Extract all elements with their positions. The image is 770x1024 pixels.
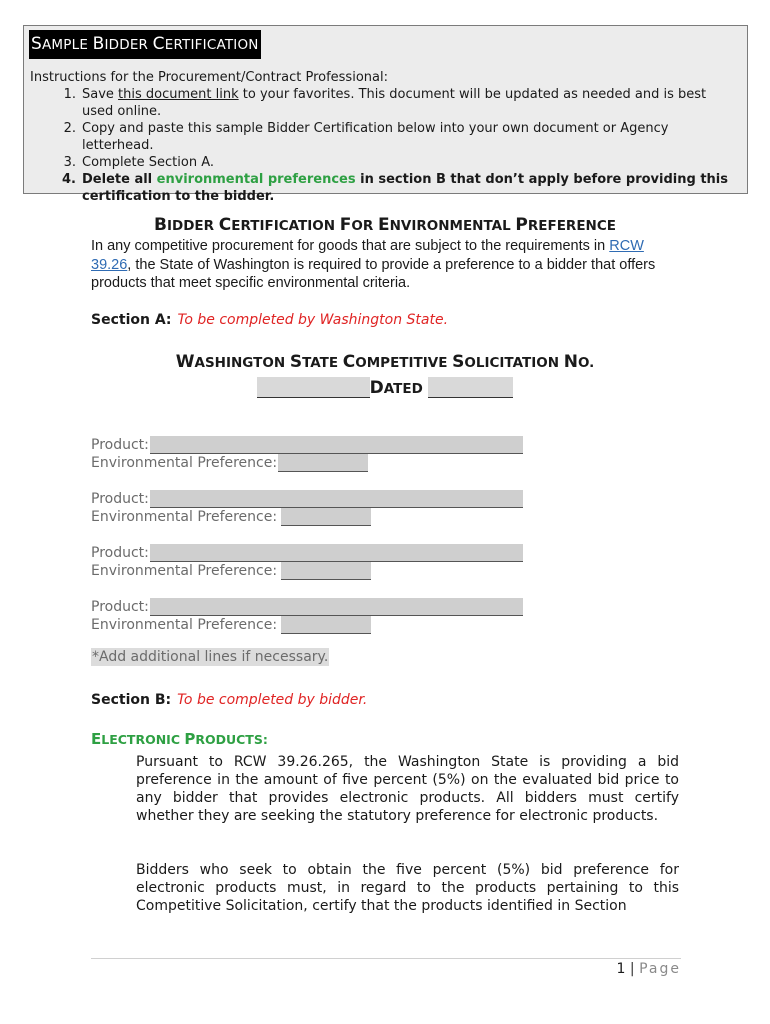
instructions-title: SAMPLE BIDDER CERTIFICATION xyxy=(29,30,261,59)
document-link[interactable]: this document link xyxy=(118,87,239,102)
electronic-paragraph-1: Pursuant to RCW 39.26.265, the Washington State is providing a bid preference in the amount of five percent (5%) on the evaluated bid price to any bidder that provides electronic products. All bidders must certify whether they are seeking the statutory preference for electronic products. xyxy=(136,754,679,824)
electronic-products-heading: ELECTRONIC PRODUCTS: xyxy=(91,730,268,748)
environmental-preference-field[interactable] xyxy=(281,508,371,526)
instructions-box xyxy=(23,25,748,204)
list-item: 1. Save this document link to your favorites. This document will be updated as needed and is best used online. xyxy=(63,87,707,119)
add-lines-note: *Add additional lines if necessary. xyxy=(92,649,329,665)
product-field[interactable] xyxy=(150,436,523,454)
product-field[interactable] xyxy=(150,544,523,562)
rcw-link[interactable]: RCW 39.26 xyxy=(91,238,644,273)
product-field[interactable] xyxy=(150,598,523,616)
solicitation-number-field[interactable] xyxy=(257,377,370,398)
electronic-paragraph-2: Bidders who seek to obtain the five percent (5%) bid preference for electronic products must, in regard to the products pertaining to this Competitive Solicitation, certify that the products identified in Section xyxy=(136,862,679,914)
solicitation-heading: WASHINGTON STATE COMPETITIVE SOLICITATION NO. xyxy=(175,352,595,372)
date-field[interactable] xyxy=(428,377,513,398)
footer-divider xyxy=(91,958,681,959)
environmental-preference-field[interactable] xyxy=(278,454,368,472)
certification-title: BIDDER CERTIFICATION FOR ENVIRONMENTAL PREFERENCE xyxy=(154,215,616,235)
instructions-list xyxy=(30,86,740,205)
product-entry: Product: Environmental Preference: xyxy=(91,490,551,526)
environmental-preference-field[interactable] xyxy=(281,562,371,580)
environmental-preference-field[interactable] xyxy=(281,616,371,634)
intro-paragraph: In any competitive procurement for goods that are subject to the requirements in RCW 39.26, the State of Washington is required to provide a preference to a bidder that offers products that meet specific environmental criteria. xyxy=(91,238,656,291)
product-entry: Product: Environmental Preference: xyxy=(91,598,551,634)
dated-line: DATED xyxy=(0,377,770,398)
list-item: 4. Delete all environmental preferences in section B that don’t apply before providing this certification to the bidder. xyxy=(62,172,728,204)
product-field[interactable] xyxy=(150,490,523,508)
product-entry: Product: Environmental Preference: xyxy=(91,544,551,580)
section-a-label: Section A: To be completed by Washington State. xyxy=(91,312,449,328)
list-item: 2. Copy and paste this sample Bidder Certification below into your own document or Agency letterhead. xyxy=(63,121,669,153)
page-footer: 1 | Page xyxy=(616,961,681,977)
product-entry: Product: Environmental Preference: xyxy=(91,436,551,472)
instructions-intro: Instructions for the Procurement/Contract Professional: xyxy=(30,70,388,85)
section-b-label: Section B: To be completed by bidder. xyxy=(91,692,368,708)
list-item: 3. Complete Section A. xyxy=(63,155,215,170)
